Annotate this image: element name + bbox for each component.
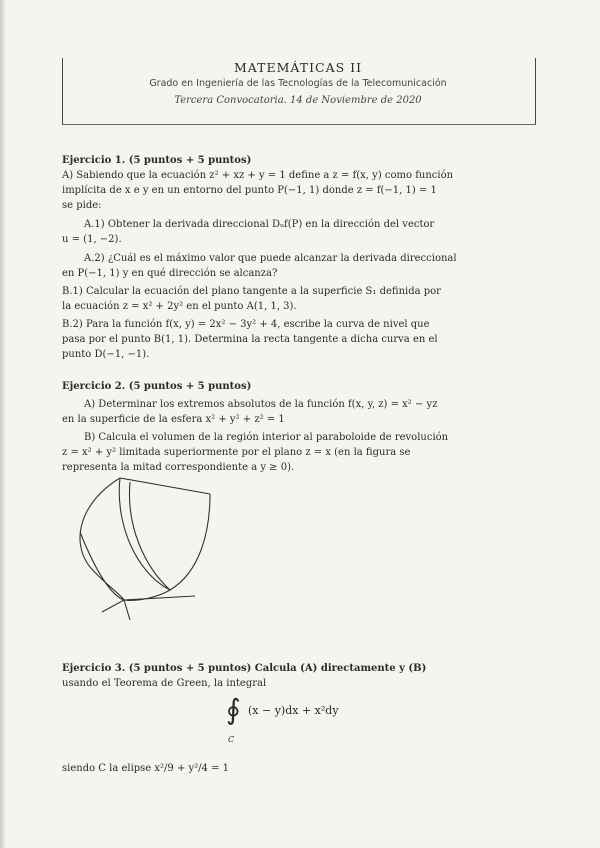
ex3-line1: Ejercicio 3. (5 puntos + 5 puntos) Calcula (A) directamente y (B): [62, 663, 427, 674]
ex3-statement: [62, 662, 426, 676]
ex1-a1: A.1) Obtener la derivada direccional Dᵤf(P) en la dirección del vector: [84, 219, 435, 230]
contour-label: C: [228, 735, 235, 744]
figure-inner-curve: [129, 482, 170, 590]
ex2-b: representa la mitad correspondiente a y ≥ 0).: [62, 462, 295, 473]
ex1-a-intro: implícita de x e y en un entorno del punto P(−1, 1) donde z = f(−1, 1) = 1: [62, 185, 437, 196]
exam-date: Tercera Convocatoria. 14 de Noviembre de 2020: [174, 95, 422, 106]
ex1-b2: B.2) Para la función f(x, y) = 2x² − 3y² + 4, escribe la curva de nivel que: [62, 319, 430, 330]
figure-axis-left: [102, 600, 124, 612]
ex2-b: z = x² + y² limitada superiormente por el plano z = x (en la figura se: [62, 447, 411, 458]
paraboloid-figure: [60, 472, 240, 622]
ex3-line2: usando el Teorema de Green, la integral: [62, 678, 267, 689]
exercise-2-heading: Ejercicio 2. (5 puntos + 5 puntos): [62, 381, 252, 392]
figure-axis-right: [124, 596, 195, 600]
ex2-b: B) Calcula el volumen de la región interior al paraboloide de revolución: [84, 432, 449, 443]
figure-right-edge: [170, 494, 210, 590]
ex1-b1: la ecuación z = x² + 2y² en el punto A(1, 1, 3).: [62, 301, 297, 312]
ex1-a-intro: se pide:: [62, 200, 102, 211]
figure-axis-down: [124, 600, 130, 620]
ex1-b1: B.1) Calcular la ecuación del plano tangente a la superficie S₁ definida por: [62, 286, 441, 297]
scan-edge-shadow: [0, 0, 6, 848]
ex1-b2: pasa por el punto B(1, 1). Determina la recta tangente a dicha curva en el: [62, 334, 438, 345]
figure-front-edge: [80, 532, 124, 600]
exercise-1-heading: Ejercicio 1. (5 puntos + 5 puntos): [62, 155, 252, 166]
figure-left-curve: [80, 478, 124, 600]
ex1-a2: en P(−1, 1) y en qué dirección se alcanza?: [62, 268, 278, 279]
ex1-b2: punto D(−1, −1).: [62, 349, 150, 360]
ex3-ellipse: siendo C la elipse x²/9 + y²/4 = 1: [62, 763, 230, 774]
contour-integral-sign: ∮: [226, 693, 241, 726]
integral-expression: (x − y)dx + x²dy: [248, 704, 339, 717]
figure-top-edge: [120, 478, 210, 494]
degree-subtitle: Grado en Ingeniería de las Tecnologías de la Telecomunicación: [149, 78, 447, 89]
ex1-a-intro: A) Sabiendo que la ecuación z² + xz + y = 1 define a z = f(x, y) como función: [62, 170, 454, 181]
ex1-a1: u = (1, −2).: [62, 234, 122, 245]
ex2-a: en la superficie de la esfera x² + y² + z² = 1: [62, 414, 285, 425]
ex2-a: A) Determinar los extremos absolutos de la función f(x, y, z) = x² − yz: [84, 399, 438, 410]
ex1-a2: A.2) ¿Cuál es el máximo valor que puede alcanzar la derivada direccional: [84, 253, 457, 264]
exam-title: MATEMÁTICAS II: [233, 60, 363, 75]
figure-paraboloid-edge: [119, 478, 170, 590]
